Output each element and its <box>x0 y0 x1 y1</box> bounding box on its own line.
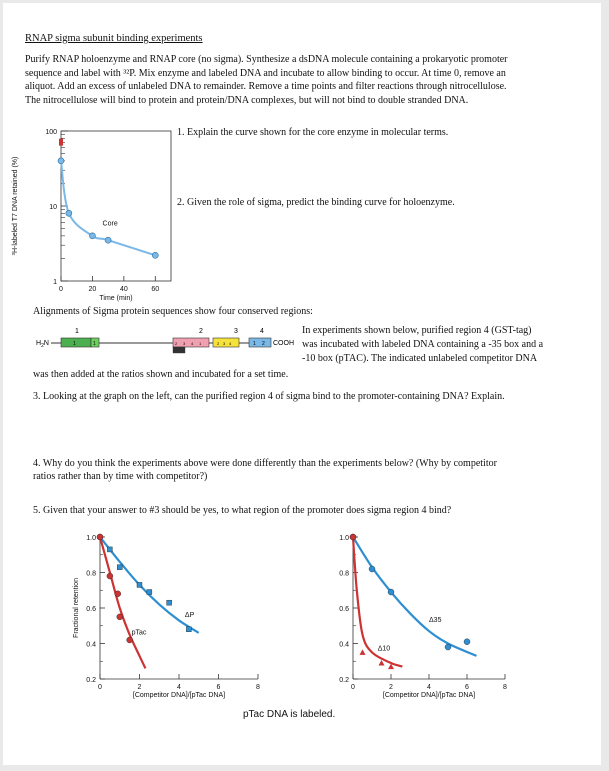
x-tick-label: 0 <box>59 286 63 293</box>
x-tick-label: 0 <box>351 684 355 691</box>
y-tick-label: 0.6 <box>339 606 349 613</box>
data-point <box>445 644 451 650</box>
competitor-chart-left <box>68 529 278 709</box>
core-binding-chart <box>3 121 173 303</box>
y-tick-label: 10 <box>49 204 57 211</box>
x-tick-label: 6 <box>216 684 221 691</box>
x-axis-label: Time (min) <box>99 295 133 302</box>
region-sublabel: 1 <box>93 341 96 347</box>
data-point <box>107 547 112 552</box>
series-label: Δ35 <box>429 617 442 625</box>
question-3: 3. Looking at the graph on the left, can the purified region 4 of sigma bind to the promoter-containing DNA? Explain. <box>33 391 505 402</box>
region-1-box <box>61 338 91 347</box>
region-label-1: 1 <box>75 328 79 335</box>
data-point <box>58 158 64 164</box>
question-1: 1. Explain the curve shown for the core enzyme in molecular terms. <box>177 127 449 138</box>
data-point <box>167 600 172 605</box>
question-2: 2. Given the role of sigma, predict the binding curve for holoenzyme. <box>177 197 455 208</box>
sigma-domain-diagram <box>3 325 303 361</box>
gst-line: was incubated with labeled DNA containing a -35 box and a <box>302 339 544 350</box>
x-tick-label: 40 <box>119 286 128 293</box>
data-point-origin <box>97 534 103 540</box>
y-tick-label: 0.4 <box>339 641 349 649</box>
gst-line: In experiments shown below, purified region 4 (GST-tag) <box>302 325 532 336</box>
x-tick-label: 6 <box>465 684 469 691</box>
x-axis-label: [Competitor DNA]/[pTac DNA] <box>132 692 226 699</box>
data-point <box>137 582 142 587</box>
region-sublabel: 3 <box>223 341 226 346</box>
data-point <box>379 660 385 666</box>
y-tick-label: 100 <box>45 129 57 136</box>
data-point <box>464 639 470 645</box>
series-curve <box>100 537 145 668</box>
document-page <box>3 3 601 765</box>
region-sublabel: 3 <box>183 341 186 346</box>
data-point <box>105 237 111 243</box>
region-sublabel: 2 <box>217 341 220 346</box>
region-label-4: 4 <box>260 328 264 335</box>
data-point <box>360 649 366 655</box>
data-point <box>66 210 72 216</box>
y-tick-label: 1 <box>53 279 57 286</box>
region-sublabel: 2 <box>262 341 265 347</box>
y-axis-label: ³H-labeled T7 DNA retained (%) <box>12 156 19 256</box>
intro-line: aliquot. Add an excess of unlabeled DNA to remainder. Remove a time points and filter reactions through nitrocellulose. <box>25 81 507 92</box>
y-tick-label: 0.2 <box>339 677 349 684</box>
series-label: pTac <box>131 629 147 637</box>
region-sublabel: 1 <box>73 341 76 347</box>
competitor-chart-right <box>323 529 523 709</box>
y-tick-label: 1.0 <box>339 535 349 542</box>
data-point <box>107 573 113 579</box>
data-point-origin <box>350 534 356 540</box>
y-tick-label: 0.8 <box>86 570 96 578</box>
region-sublabel: 2 <box>175 341 178 346</box>
question-4-line1: 4. Why do you think the experiments above were done differently than the experiments below? (Why by competitor <box>33 458 497 469</box>
series-curve <box>353 537 477 656</box>
intro-line: sequence and label with ³²P. Mix enzyme and labeled DNA and incubate to allow binding to occur. At time 0, remove an <box>25 67 506 79</box>
region-label-3: 3 <box>234 328 238 335</box>
y-tick-label: 1.0 <box>86 535 96 542</box>
data-point <box>186 627 191 632</box>
x-tick-label: 4 <box>177 684 181 691</box>
data-point <box>369 566 375 572</box>
region-sublabel: 4 <box>229 341 232 346</box>
series-label: Δ10 <box>377 645 391 653</box>
region-sublabel: 4 <box>191 341 194 346</box>
y-tick-label: 0.4 <box>86 641 96 649</box>
data-point <box>388 589 394 595</box>
footer-note: pTac DNA is labeled. <box>243 709 336 720</box>
data-point <box>115 591 121 597</box>
data-point-marker <box>59 139 63 146</box>
data-point <box>117 565 122 570</box>
region-sublabel: 1 <box>199 341 202 346</box>
page-title: RNAP sigma subunit binding experiments <box>25 33 203 44</box>
y-tick-label: 0.2 <box>86 677 96 684</box>
data-point <box>117 614 123 620</box>
x-tick-label: 2 <box>137 684 142 691</box>
data-point <box>127 637 133 643</box>
x-axis-label: [Competitor DNA]/[pTac DNA] <box>382 692 476 699</box>
x-tick-label: 4 <box>427 684 431 691</box>
y-tick-label: 0.6 <box>86 606 96 613</box>
intro-line: The nitrocellulose will bind to protein and protein/DNA complexes, but will not bind to double stranded DNA. <box>25 94 469 106</box>
intro-line: Purify RNAP holoenzyme and RNAP core (no sigma). Synthesize a dsDNA molecule containing a prokaryotic promoter <box>25 54 508 65</box>
data-point <box>152 252 158 258</box>
question-4-line2: ratios rather than by time with competitor?) <box>33 471 208 482</box>
data-point <box>89 233 95 239</box>
series-label: ΔP <box>184 611 195 619</box>
question-5: 5. Given that your answer to #3 should be yes, to what region of the promoter does sigma region 4 bind? <box>33 505 452 516</box>
region-label-2: 2 <box>199 328 203 335</box>
series-label-core: Core <box>102 220 118 228</box>
x-tick-label: 60 <box>151 286 160 293</box>
x-tick-label: 8 <box>503 684 507 691</box>
x-tick-label: 20 <box>88 286 97 293</box>
alignments-heading: Alignments of Sigma protein sequences show four conserved regions: <box>33 306 313 317</box>
data-point <box>147 590 152 595</box>
x-tick-label: 2 <box>389 684 393 691</box>
y-tick-label: 0.8 <box>339 570 349 578</box>
h2n-label: $H_2N$ <box>36 340 49 349</box>
y-axis-label: Fractional retention <box>73 578 80 638</box>
cooh-label: COOH <box>273 340 294 347</box>
x-tick-label: 0 <box>98 684 102 691</box>
x-tick-label: 8 <box>256 684 260 691</box>
gst-line: -10 box (pTAC). The indicated unlabeled competitor DNA <box>302 353 538 364</box>
gst-line: was then added at the ratios shown and incubated for a set time. <box>33 369 289 380</box>
region-2-sub-box <box>173 347 185 353</box>
intro-paragraph <box>25 53 585 107</box>
region-sublabel: 1 <box>253 341 256 347</box>
